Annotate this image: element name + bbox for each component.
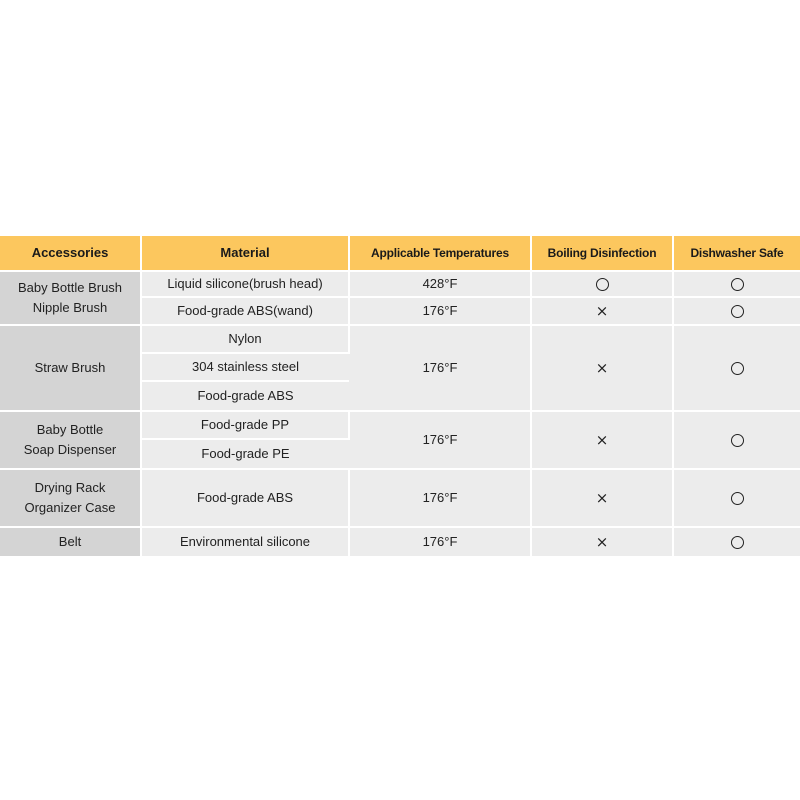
temperature-cell: 176°F xyxy=(349,297,531,325)
material-cell: 304 stainless steel xyxy=(141,353,349,381)
material-cell: Food-grade PP xyxy=(141,411,349,439)
accessory-cell xyxy=(0,527,141,557)
dishwasher-cell xyxy=(673,325,800,411)
accessory-name: Organizer Case xyxy=(24,500,116,515)
cross-icon: × xyxy=(595,358,609,377)
material-cell: Environmental silicone xyxy=(141,527,349,557)
header-temperatures: Applicable Temperatures xyxy=(349,236,531,271)
accessory-name: Drying Rack xyxy=(34,480,106,495)
header-material: Material xyxy=(141,236,349,271)
dishwasher-cell xyxy=(673,297,800,325)
material-cell: Food-grade ABS xyxy=(141,381,349,411)
table-row xyxy=(0,469,800,527)
circle-icon xyxy=(731,434,744,447)
material-cell: Nylon xyxy=(141,325,349,353)
boiling-cell xyxy=(531,469,673,527)
cross-icon: × xyxy=(595,301,609,320)
boiling-cell xyxy=(531,411,673,469)
table-row xyxy=(0,325,800,353)
accessory-name: Nipple Brush xyxy=(32,300,108,315)
circle-icon xyxy=(731,278,744,291)
temperature-cell: 176°F xyxy=(349,325,531,411)
dishwasher-cell xyxy=(673,271,800,297)
temperature-cell: 176°F xyxy=(349,469,531,527)
accessory-cell xyxy=(0,411,141,469)
circle-icon xyxy=(731,362,744,375)
temperature-cell: 176°F xyxy=(349,527,531,557)
accessory-name: Baby Bottle xyxy=(36,422,104,437)
cross-icon: × xyxy=(595,488,609,507)
material-cell: Liquid silicone(brush head) xyxy=(141,271,349,297)
header-row xyxy=(0,236,800,271)
temperature-cell: 428°F xyxy=(349,271,531,297)
boiling-cell xyxy=(531,527,673,557)
table-row xyxy=(0,527,800,557)
accessory-cell xyxy=(0,325,141,411)
material-cell: Food-grade ABS xyxy=(141,469,349,527)
accessory-cell xyxy=(0,469,141,527)
temperature-cell: 176°F xyxy=(349,411,531,469)
header-accessories: Accessories xyxy=(0,236,141,271)
cross-icon: × xyxy=(595,430,609,449)
cross-icon: × xyxy=(595,532,609,551)
circle-icon xyxy=(731,536,744,549)
material-cell: Food-grade PE xyxy=(141,439,349,469)
circle-icon xyxy=(731,305,744,318)
circle-icon xyxy=(731,492,744,505)
dishwasher-cell xyxy=(673,411,800,469)
boiling-cell xyxy=(531,325,673,411)
accessory-cell xyxy=(0,271,141,325)
boiling-cell xyxy=(531,271,673,297)
header-boiling: Boiling Disinfection xyxy=(531,236,673,271)
header-dishwasher: Dishwasher Safe xyxy=(673,236,800,271)
material-cell: Food-grade ABS(wand) xyxy=(141,297,349,325)
table-row xyxy=(0,271,800,297)
accessories-table xyxy=(0,236,800,558)
circle-icon xyxy=(596,278,609,291)
dishwasher-cell xyxy=(673,527,800,557)
accessory-name: Straw Brush xyxy=(34,360,106,375)
dishwasher-cell xyxy=(673,469,800,527)
accessory-name: Baby Bottle Brush xyxy=(17,280,123,295)
accessory-name: Belt xyxy=(58,534,82,549)
boiling-cell xyxy=(531,297,673,325)
accessory-name: Soap Dispenser xyxy=(23,442,117,457)
table-row xyxy=(0,411,800,439)
